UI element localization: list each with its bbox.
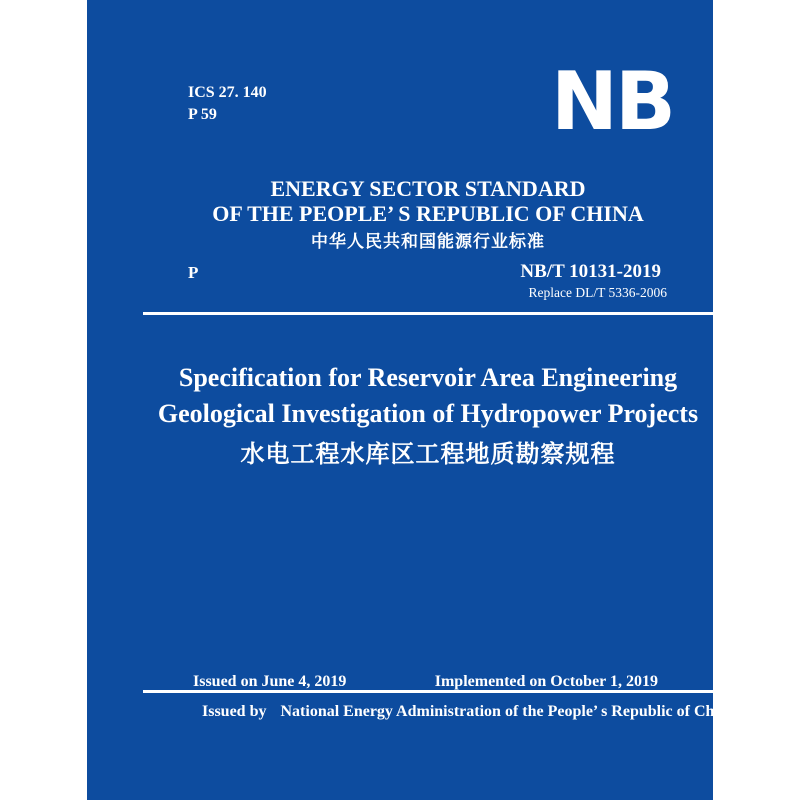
classification-code: P 59	[188, 106, 217, 123]
implemented-date: Implemented on October 1, 2019	[434, 673, 658, 690]
standard-name-en-line2: OF THE PEOPLE’ S REPUBLIC OF CHINA	[212, 201, 644, 226]
bottom-divider-rule	[143, 690, 713, 693]
issuer-name: National Energy Administration of the People’ s Republic of China	[280, 703, 736, 720]
top-divider-rule	[143, 312, 713, 315]
title-en-line1: Specification for Reservoir Area Engineering	[178, 363, 678, 392]
issued-date: Issued on June 4, 2019	[193, 673, 347, 690]
replaces-note: Replace DL/T 5336-2006	[528, 285, 667, 300]
title-zh: 水电工程水库区工程地质勘察规程	[240, 440, 616, 468]
standard-name-zh: 中华人民共和国能源行业标准	[311, 232, 545, 252]
standard-name-block	[143, 176, 713, 253]
issued-by-label: Issued by	[202, 703, 267, 720]
title-en-line2: Geological Investigation of Hydropower Projects	[157, 399, 699, 428]
issuer-line	[143, 703, 736, 721]
cover-content	[143, 0, 736, 800]
title-block	[143, 360, 713, 472]
standard-number: NB/T 10131-2019	[520, 261, 661, 282]
doc-class-letter: P	[188, 263, 199, 282]
standard-cover	[87, 0, 736, 800]
standard-name-en-line1: ENERGY SECTOR STANDARD	[270, 176, 586, 201]
ics-code: ICS 27. 140	[188, 84, 267, 101]
nb-logo: NB	[551, 55, 673, 148]
